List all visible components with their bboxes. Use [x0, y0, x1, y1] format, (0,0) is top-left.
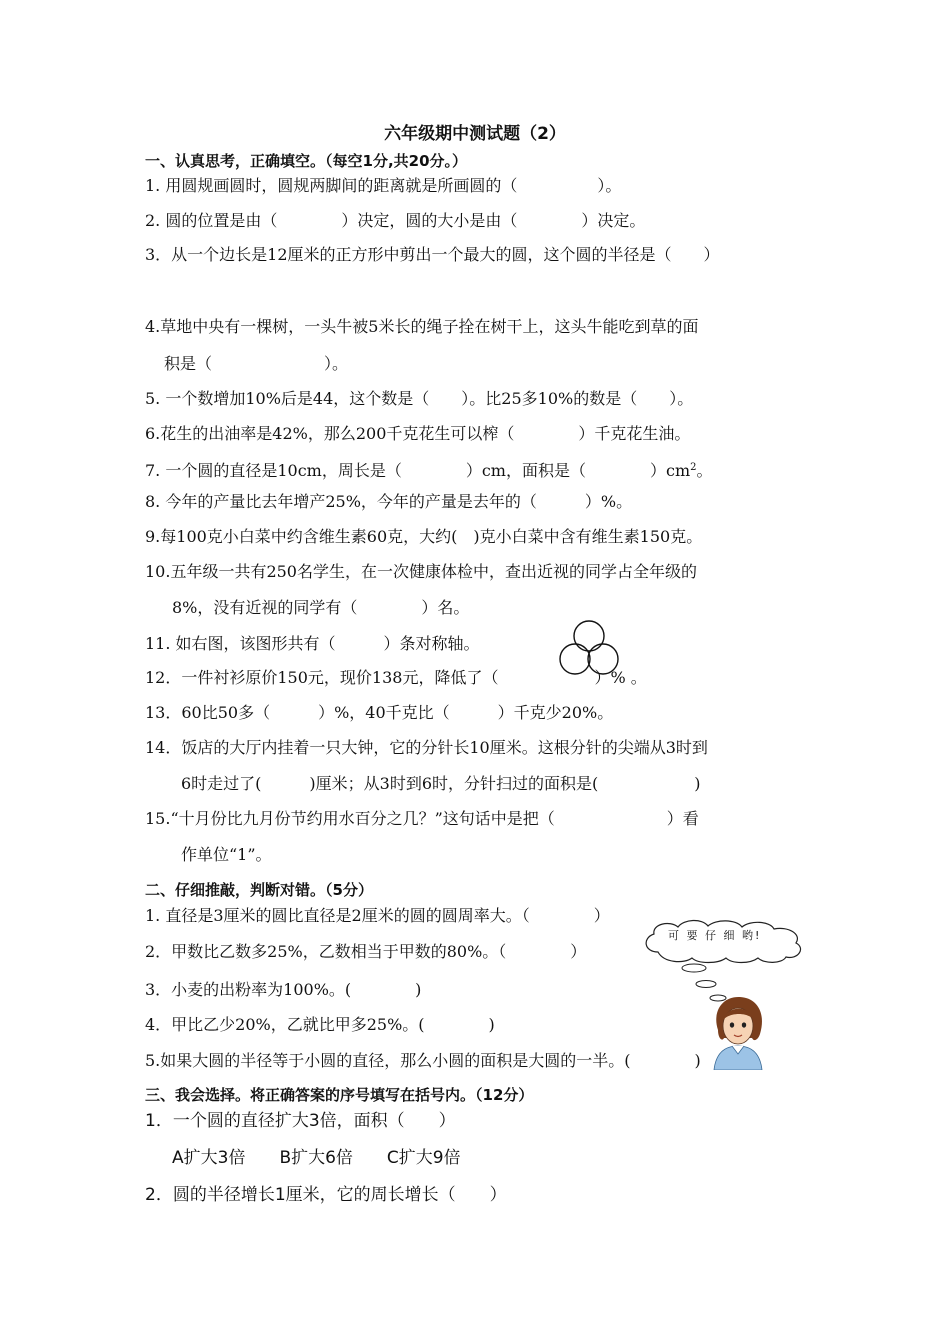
question-1-7 — [145, 458, 713, 481]
question-1-11: 11. 如右图，该图形共有（ ）条对称轴。 — [145, 634, 480, 653]
question-3-1-options: A扩大3倍 B扩大6倍 C扩大9倍 — [172, 1148, 461, 1168]
question-1-7-text: 7. 一个圆的直径是10cm，周长是（ ）cm，面积是（ ）cm — [145, 461, 691, 480]
teacher-illustration — [708, 994, 768, 1070]
question-1-7-end: 。 — [696, 461, 713, 480]
page-title: 六年级期中测试题（2） — [384, 124, 566, 144]
question-1-6: 6.花生的出油率是42%，那么200千克花生可以榨（ ）千克花生油。 — [145, 424, 691, 443]
question-1-13: 13．60比50多（ ）%，40千克比（ ）千克少20%。 — [145, 703, 614, 722]
question-2-1: 1. 直径是3厘米的圆比直径是2厘米的圆的圆周率大。（ ） — [145, 906, 610, 925]
question-1-15-line1: 15.“十月份比九月份节约用水百分之几？”这句话中是把（ ）看 — [145, 809, 699, 828]
circle-top — [574, 621, 604, 651]
question-1-3: 3．从一个边长是12厘米的正方形中剪出一个最大的圆，这个圆的半径是（ ） — [145, 245, 720, 264]
section3-heading: 三、我会选择。将正确答案的序号填写在括号内。（12分） — [145, 1086, 534, 1104]
question-1-2: 2. 圆的位置是由（ ）决定，圆的大小是由（ ）决定。 — [145, 211, 646, 230]
question-2-2: 2．甲数比乙数多25%，乙数相当于甲数的80%。（ ） — [145, 942, 587, 961]
question-1-9: 9.每100克小白菜中约含维生素60克，大约( )克小白菜中含有维生素150克。 — [145, 527, 703, 546]
question-1-5: 5. 一个数增加10%后是44，这个数是（ ）。比25多10%的数是（ ）。 — [145, 389, 694, 408]
question-1-14-line1: 14．饭店的大厅内挂着一只大钟，它的分针长10厘米。这根分针的尖端从3时到 — [145, 738, 708, 757]
question-1-12: 12．一件衬衫原价150元，现价138元，降低了（ ）% 。 — [145, 668, 647, 687]
question-3-1: 1．一个圆的直径扩大3倍，面积（ ） — [145, 1111, 456, 1131]
question-1-15-line2: 作单位“1”。 — [181, 845, 272, 864]
question-1-8: 8. 今年的产量比去年增产25%，今年的产量是去年的（ ）%。 — [145, 492, 633, 511]
question-2-5: 5.如果大圆的半径等于小圆的直径，那么小圆的面积是大圆的一半。( ) — [145, 1051, 701, 1070]
section2-heading: 二、仔细推敲，判断对错。（5分） — [145, 881, 373, 899]
question-3-2: 2．圆的半径增长1厘米，它的周长增长（ ） — [145, 1185, 507, 1205]
question-2-3: 3．小麦的出粉率为100%。( ) — [145, 980, 422, 999]
question-1-4-line1: 4.草地中央有一棵树，一头牛被5米长的绳子拴在树干上，这头牛能吃到草的面 — [145, 317, 699, 336]
question-1-10-line1: 10.五年级一共有250名学生，在一次健康体检中，查出近视的同学占全年级的 — [145, 562, 697, 581]
question-1-14-line2: 6时走过了( )厘米；从3时到6时，分针扫过的面积是( ) — [181, 774, 701, 793]
thought-bubble-text: 可 要 仔 细 哟! — [668, 929, 762, 942]
question-1-4-line2: 积是（ ）。 — [164, 354, 349, 373]
question-1-1: 1. 用圆规画圆时，圆规两脚间的距离就是所画圆的（ ）。 — [145, 176, 622, 195]
question-1-7-superscript: 2 — [690, 462, 697, 473]
question-1-10-line2: 8%，没有近视的同学有（ ）名。 — [172, 598, 470, 617]
section1-heading: 一、认真思考，正确填空。（每空1分,共20分。） — [145, 152, 468, 170]
question-2-4: 4．甲比乙少20%，乙就比甲多25%。( ) — [145, 1015, 495, 1034]
